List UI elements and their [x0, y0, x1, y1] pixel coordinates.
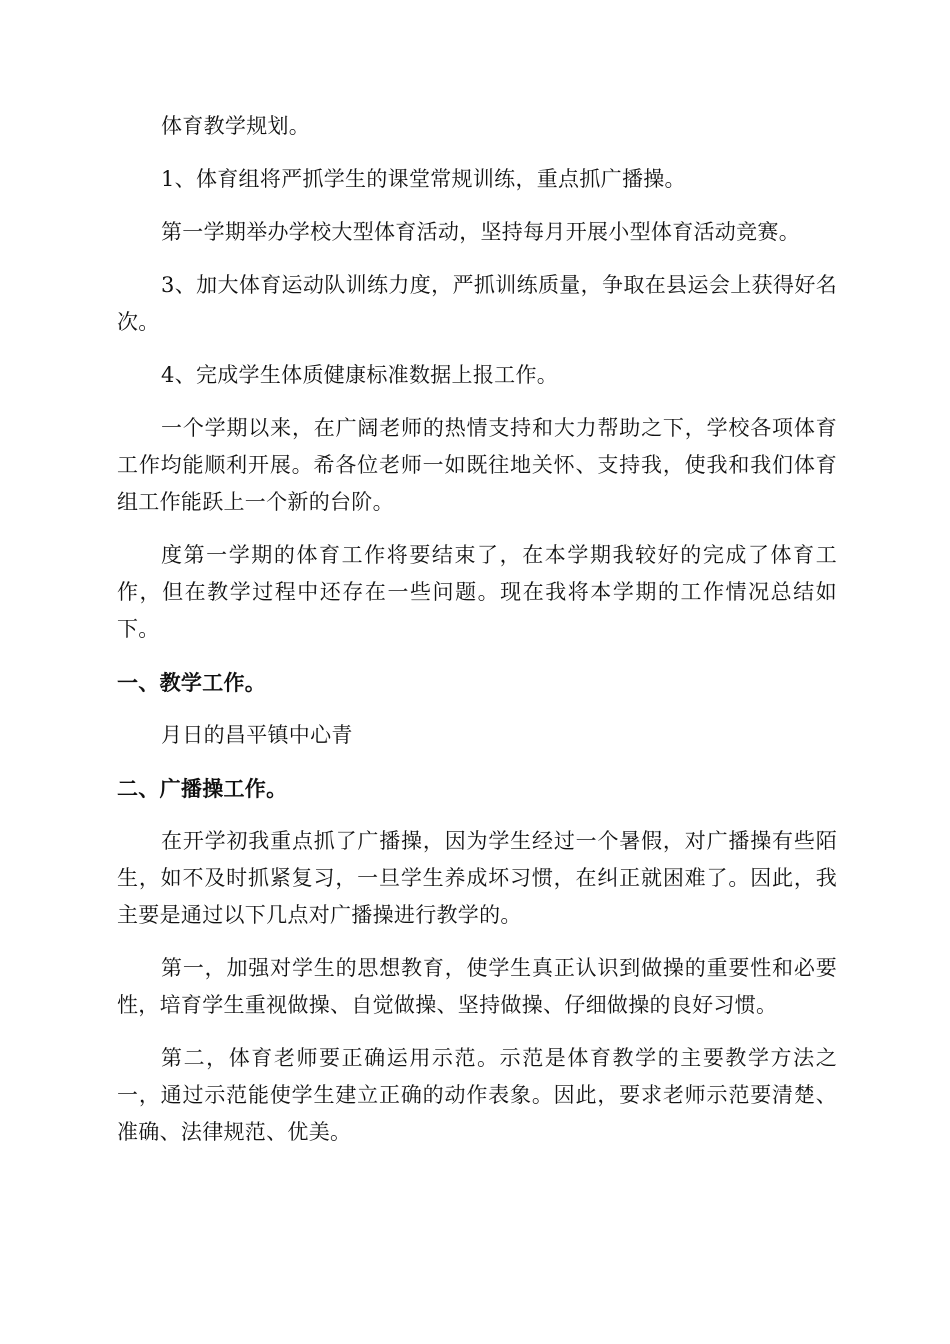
paragraph-closing-thanks: 一个学期以来，在广阔老师的热情支持和大力帮助之下，学校各项体育工作均能顺利开展。希各位老师一如既往地关怀、支持我，使我和我们体育组工作能跃上一个新的台阶。 — [117, 416, 837, 514]
paragraph-point-first: 第一，加强对学生的思想教育，使学生真正认识到做操的重要性和必要性，培育学生重视做操、自觉做操、坚持做操、仔细做操的良好习惯。 — [117, 956, 837, 1017]
paragraph-item-3: 3、加大体育运动队训练力度，严抓训练质量，争取在县运会上获得好名次。 — [117, 273, 837, 334]
section-heading-teaching: 一、教学工作。 — [117, 670, 267, 695]
section-heading-broadcast-exercise: 二、广播操工作。 — [117, 776, 288, 801]
paragraph-item-2: 第一学期举办学校大型体育活动，坚持每月开展小型体育活动竞赛。 — [161, 220, 800, 244]
paragraph-teaching-plan: 体育教学规划。 — [161, 114, 311, 138]
paragraph-semester-intro: 度第一学期的体育工作将要结束了，在本学期我较好的完成了体育工作，但在教学过程中还存在一些问题。现在我将本学期的工作情况总结如下。 — [117, 543, 837, 641]
paragraph-item-1: 1、体育组将严抓学生的课堂常规训练，重点抓广播操。 — [161, 167, 686, 191]
document-body — [117, 108, 837, 1167]
paragraph-date-line: 月日的昌平镇中心青 — [161, 723, 353, 747]
paragraph-point-second: 第二，体育老师要正确运用示范。示范是体育教学的主要教学方法之一，通过示范能使学生建立正确的动作表象。因此，要求老师示范要清楚、准确、法律规范、优美。 — [117, 1046, 837, 1144]
paragraph-broadcast-intro: 在开学初我重点抓了广播操，因为学生经过一个暑假，对广播操有些陌生，如不及时抓紧复习，一旦学生养成坏习惯，在纠正就困难了。因此，我主要是通过以下几点对广播操进行教学的。 — [117, 829, 837, 927]
paragraph-item-4: 4、完成学生体质健康标准数据上报工作。 — [161, 363, 559, 387]
